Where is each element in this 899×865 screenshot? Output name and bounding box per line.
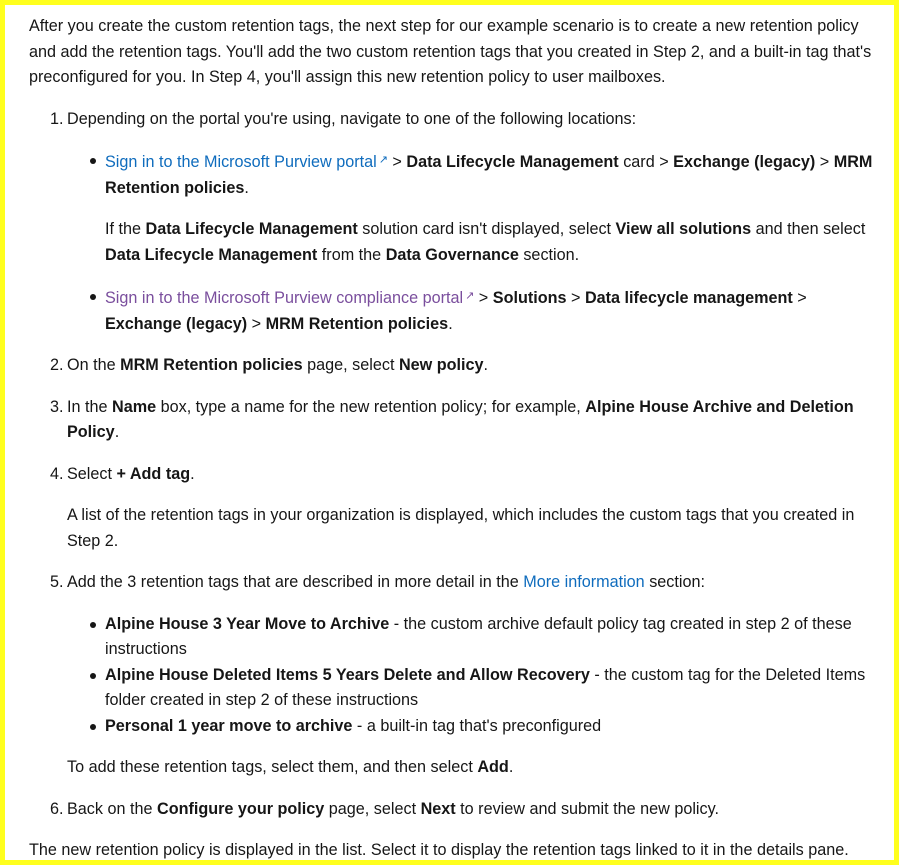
location-list bbox=[67, 148, 884, 337]
step-number: 5. bbox=[50, 573, 64, 591]
step-number: 4. bbox=[50, 464, 64, 483]
nav-path-item: Solutions bbox=[492, 289, 567, 307]
nav-path-item: Exchange (legacy) bbox=[673, 153, 816, 171]
list-item: Alpine House 3 Year Move to Archive - the custom archive default policy tag created in step 2 of these instructions bbox=[105, 612, 884, 663]
list-item: Alpine House Deleted Items 5 Years Delete and Allow Recovery - the custom tag for the Deleted Items folder created in step 2 of these instructions bbox=[105, 663, 884, 714]
purview-portal-link[interactable]: Sign in to the Microsoft Purview portal bbox=[105, 153, 377, 171]
location-purview-portal bbox=[105, 148, 884, 268]
breadcrumb-separator: > bbox=[247, 314, 266, 333]
intro-paragraph: After you create the custom retention tags, the next step for our example scenario is to create a new retention policy and add the retention tags. You'll add the two custom retention tags that you created in Step 2, and a built-in tag that's preconfigured for you. In Step 4, you'll assign this new retention policy to user mailboxes. bbox=[29, 17, 872, 86]
step-text: Depending on the portal you're using, navigate to one of the following locations: bbox=[67, 109, 637, 128]
nav-path-item: Data lifecycle management bbox=[584, 289, 793, 307]
steps-list bbox=[29, 107, 884, 823]
breadcrumb-separator: > bbox=[566, 289, 585, 307]
punctuation: . bbox=[244, 178, 249, 197]
nav-path-item: MRM Retention policies bbox=[265, 314, 449, 333]
more-information-link[interactable]: More information bbox=[523, 573, 645, 591]
step-number: 2. bbox=[50, 356, 64, 374]
step-5: 5. Add the 3 retention tags that are described in more detail in the More information section: Alpine House 3 Year Move to Archive - the custom archive default policy tag created in step 2 of these instructions Alpine House Deleted Items 5 Years Delete and Allow Recovery - the custom tag for the Deleted Items folder created in step 2 of these instructions Personal 1 year move to archive - a built-in tag that's preconfigured To add these retention tags, select them, and then select Add. bbox=[67, 570, 884, 781]
add-tags-instruction: To add these retention tags, select them, and then select Add. bbox=[67, 758, 514, 776]
location-compliance-portal bbox=[105, 284, 884, 337]
step-number: 6. bbox=[50, 799, 64, 818]
step-1 bbox=[50, 107, 884, 338]
breadcrumb-separator: > bbox=[474, 289, 493, 307]
list-item: Personal 1 year move to archive - a built-in tag that's preconfigured bbox=[105, 714, 884, 740]
nav-path-item: Exchange (legacy) bbox=[105, 314, 248, 333]
nav-path-item: Data Lifecycle Management bbox=[406, 153, 619, 171]
solution-card-note: If the Data Lifecycle Management solution card isn't displayed, select View all solutions and then select Data Lifecycle Management from the Data Governance section. bbox=[105, 220, 866, 264]
external-link-icon: ↗ bbox=[465, 290, 475, 302]
step-6: 6. Back on the Configure your policy page, select Next to review and submit the new policy. bbox=[67, 797, 884, 823]
breadcrumb-separator: > bbox=[387, 153, 407, 171]
outro-paragraph: The new retention policy is displayed in the list. Select it to display the retention tags linked to it in the details pane. bbox=[29, 841, 849, 859]
nav-path-item: MRM Retention policies bbox=[105, 153, 873, 197]
step-2: 2. On the MRM Retention policies page, select New policy. bbox=[67, 353, 884, 379]
nav-path-text: card > bbox=[618, 153, 674, 171]
external-link-icon: ↗ bbox=[378, 154, 388, 166]
step-number: 3. bbox=[50, 397, 64, 416]
compliance-portal-link[interactable]: Sign in to the Microsoft Purview compliance portal bbox=[105, 289, 464, 307]
retention-tag-list bbox=[67, 612, 884, 740]
step-4: 4. Select + Add tag. A list of the retention tags in your organization is displayed, which includes the custom tags that you created in Step 2. bbox=[67, 462, 884, 555]
breadcrumb-separator: > bbox=[815, 153, 834, 171]
breadcrumb-separator: > bbox=[792, 289, 807, 307]
tag-list-description: A list of the retention tags in your organization is displayed, which includes the custom tags that you created in Step 2. bbox=[67, 506, 855, 550]
article-content bbox=[29, 14, 884, 864]
step-number: 1. bbox=[50, 109, 64, 128]
step-3: 3. In the Name box, type a name for the new retention policy; for example, Alpine House Archive and Deletion Policy. bbox=[67, 395, 884, 446]
punctuation: . bbox=[448, 314, 453, 333]
